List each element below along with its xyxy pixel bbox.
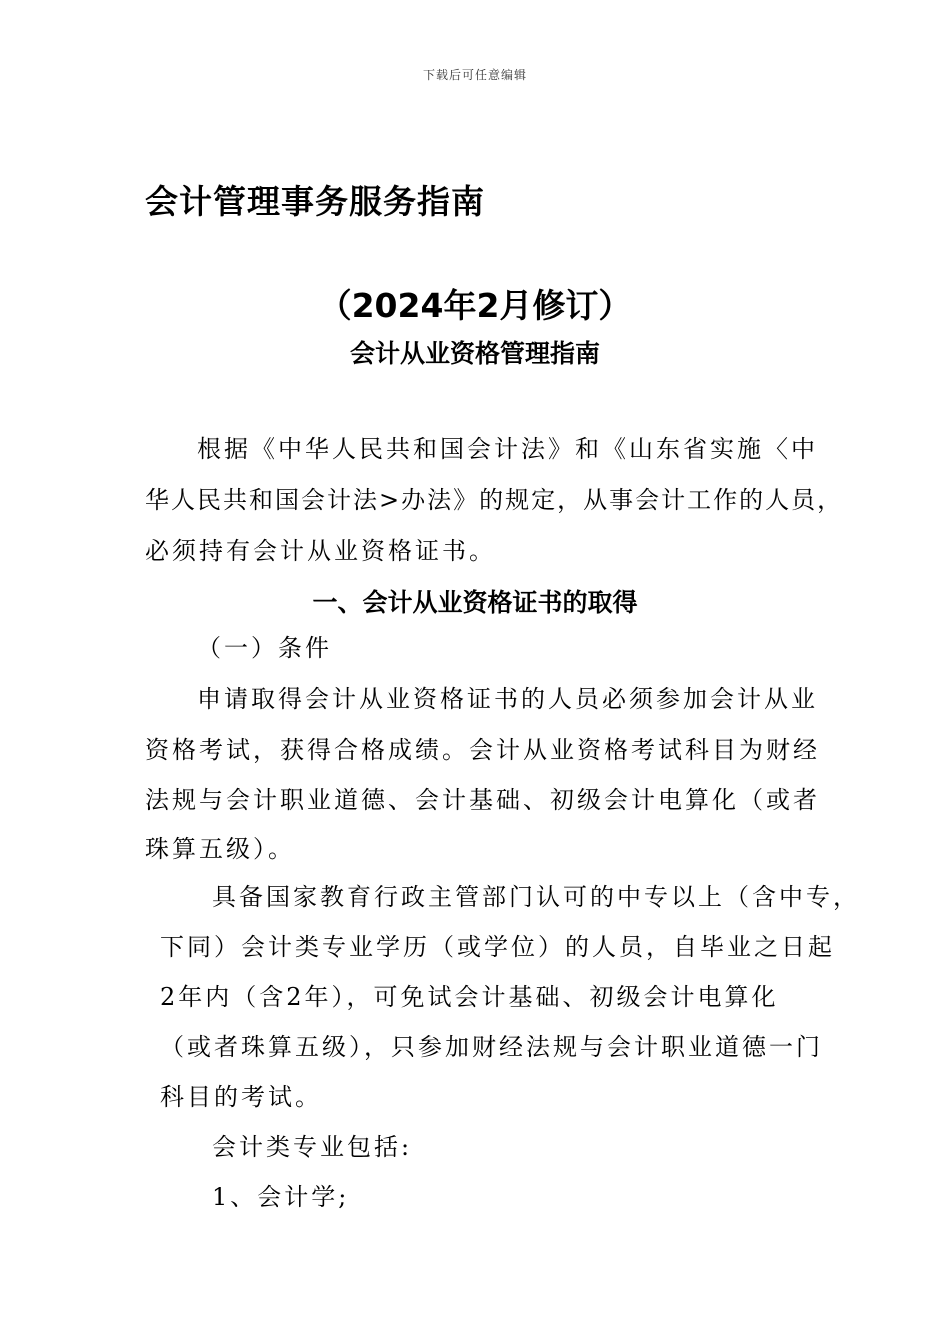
- paragraph-line: 具备国家教育行政主管部门认可的中专以上（含中专，: [212, 883, 860, 911]
- paragraph-line: 2年内（含2年），可免试会计基础、初级会计电算化: [160, 983, 779, 1011]
- paragraph-line: 下同）会计类专业学历（或学位）的人员，自毕业之日起: [160, 933, 835, 961]
- paragraph-line: 申请取得会计从业资格证书的人员必须参加会计从业: [197, 685, 818, 713]
- paragraph-line: 法规与会计职业道德、会计基础、初级会计电算化（或者: [145, 786, 820, 814]
- paragraph-line: 珠算五级）。: [145, 835, 295, 863]
- intro-line: 必须持有会计从业资格证书。: [145, 537, 496, 565]
- paragraph-line: 科目的考试。: [160, 1083, 322, 1111]
- list-intro: 会计类专业包括:: [212, 1133, 413, 1161]
- list-item: 1、会计学;: [212, 1183, 350, 1211]
- revision-note: （2024年2月修订）: [318, 286, 632, 325]
- intro-line: 华人民共和国会计法>办法》的规定，从事会计工作的人员，: [145, 486, 844, 514]
- subsection-heading: （一）条件: [197, 634, 332, 662]
- document-subtitle: 会计从业资格管理指南: [349, 339, 600, 368]
- header-note: 下载后可任意编辑: [422, 68, 527, 82]
- paragraph-line: （或者珠算五级），只参加财经法规与会计职业道德一门: [160, 1033, 823, 1061]
- intro-line: 根据《中华人民共和国会计法》和《山东省实施〈中: [197, 435, 818, 463]
- document-title: 会计管理事务服务指南: [145, 182, 485, 221]
- paragraph-line: 资格考试，获得合格成绩。会计从业资格考试科目为财经: [145, 736, 820, 764]
- section-heading: 一、会计从业资格证书的取得: [312, 588, 638, 617]
